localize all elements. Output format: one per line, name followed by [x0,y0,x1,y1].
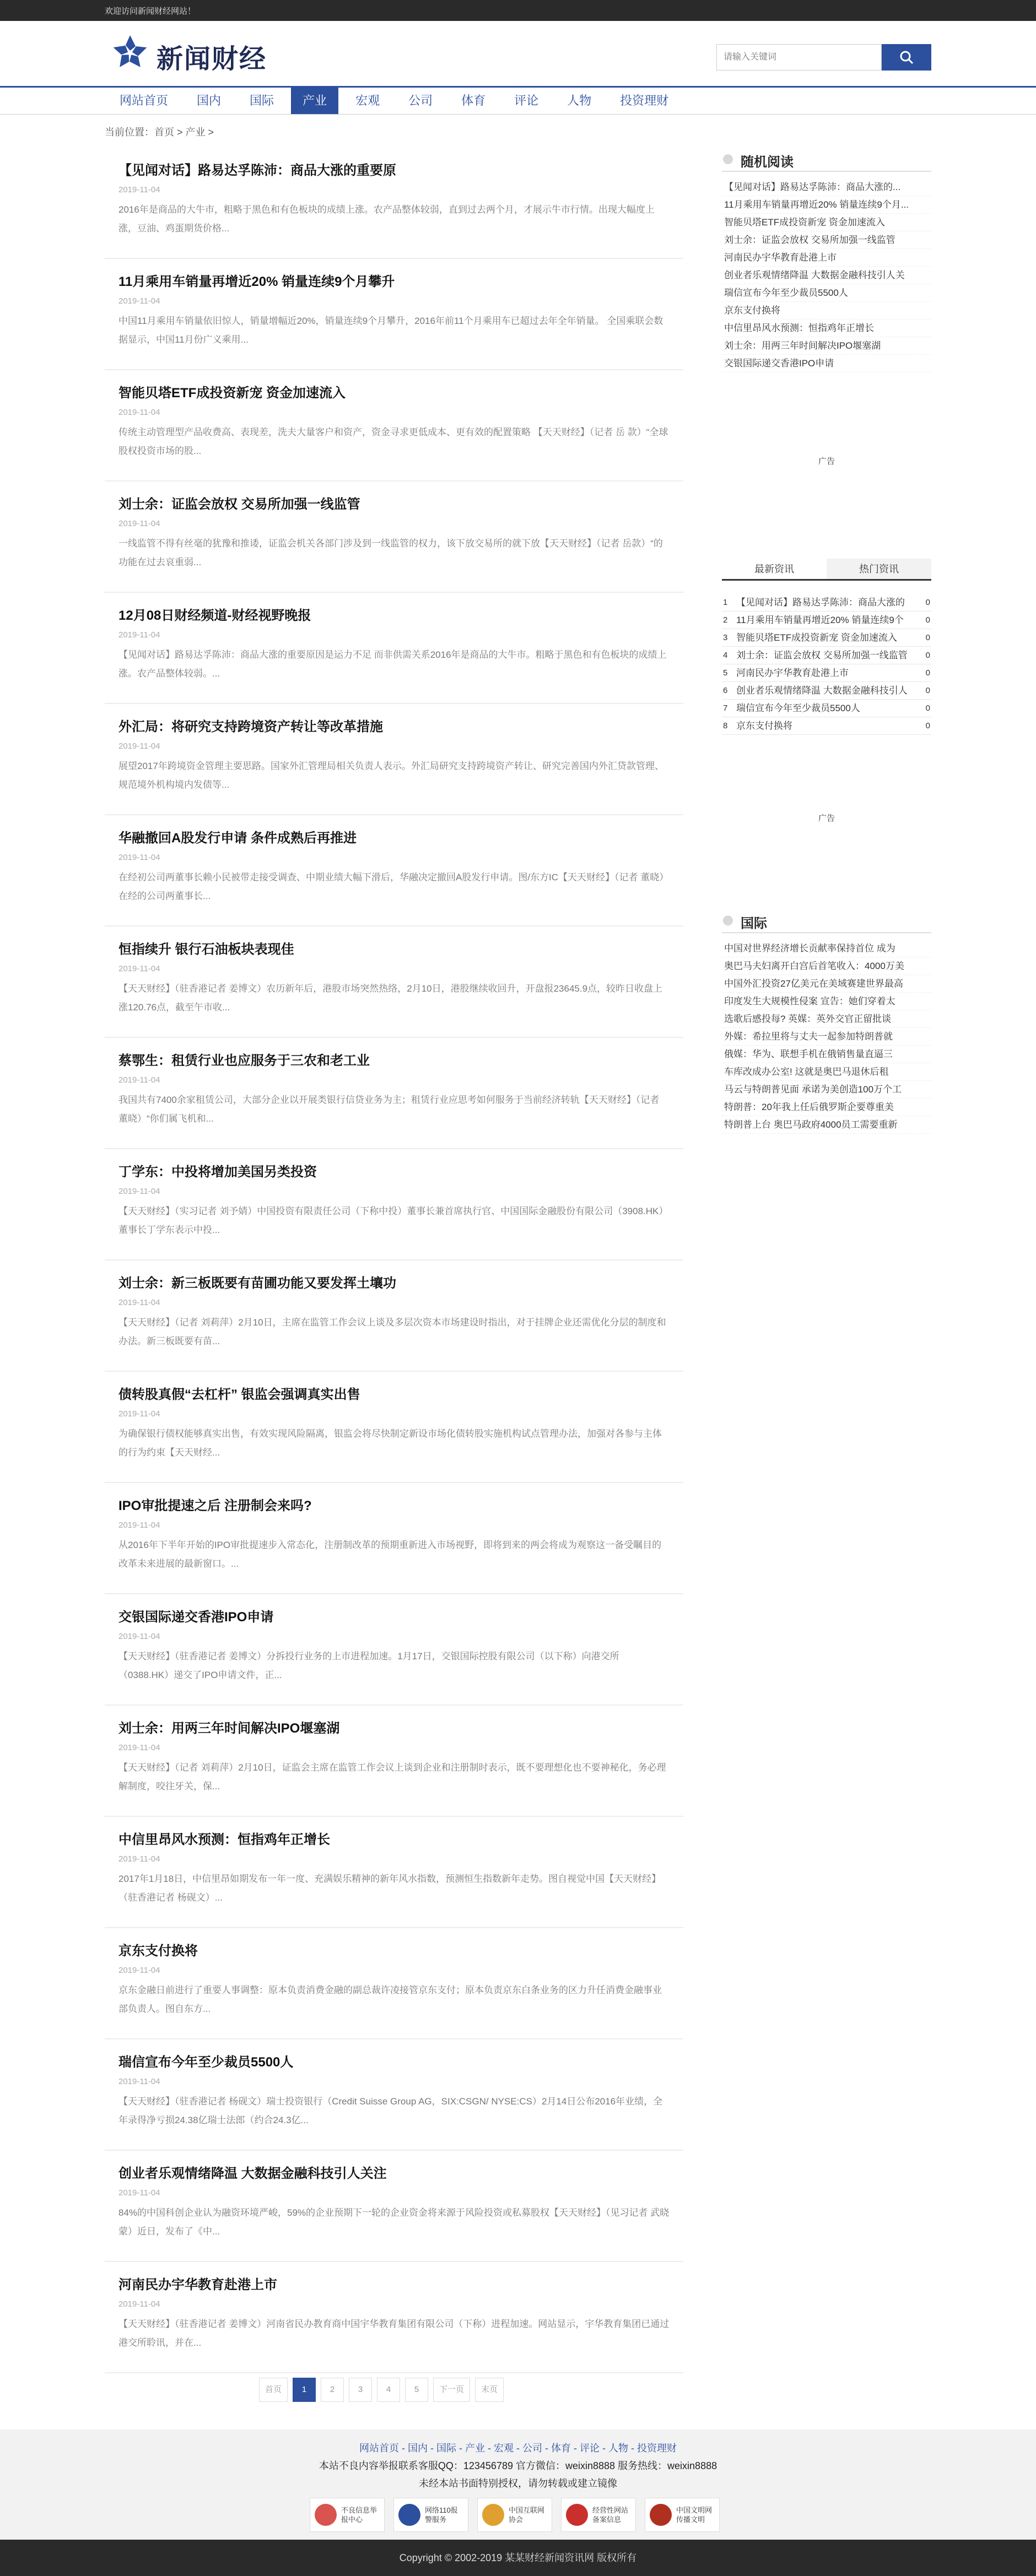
page-link[interactable]: 下一页 [433,2378,470,2402]
random-reading-item[interactable]: 京东支付换将 [722,302,931,320]
nav-item[interactable]: 国内 [197,94,222,107]
intl-news-item[interactable]: 特朗普上台 奥巴马政府4000员工需要重新 [722,1116,931,1134]
footer-badge[interactable] [393,2498,468,2532]
intl-news-list [722,940,931,1134]
article-item [105,815,683,927]
nav-item[interactable]: 国际 [250,94,274,107]
footer-badge[interactable] [561,2498,636,2532]
header [0,21,1036,86]
random-reading-item[interactable]: 刘士余：用两三年时间解决IPO堰塞湖 [722,337,931,355]
article-summary: 【天天财经】（实习记者 刘予婧）中国投资有限责任公司（下称中投）董事长兼首席执行官、中国国际金融股份有限公司（3908.HK）董事长丁学东表示中投... [118,1206,668,1235]
article-summary: 一线监管不得有丝毫的犹豫和推诿，证监会机关各部门涉及到一线监管的权力，该下放交易所的就下放【天天财经】（记者 岳款）“的功能在过去哀重弱... [118,538,663,567]
search-box [716,44,931,71]
top-bar [0,0,1036,21]
footer-badge[interactable] [645,2498,720,2532]
article-item [105,1038,683,1149]
breadcrumb: 当前位置：首页 > 产业 > [105,127,214,138]
random-reading-item[interactable]: 交银国际递交香港IPO申请 [722,355,931,372]
intl-news-item[interactable]: 中国外汇投资27亿美元在美域赛建世界最高 [722,975,931,993]
article-title[interactable]: 11月乘用车销量再增近20% 销量连续9个月攀升 [118,274,395,289]
latest-news-item[interactable] [722,611,931,629]
intl-title: 国际 [741,916,767,931]
badge-label: 网络110报警服务 [425,2506,458,2524]
latest-news-title: 瑞信宣布今年至少裁员5500人 [736,703,860,713]
article-title[interactable]: 河南民办宇华教育赴港上市 [118,2277,277,2292]
article-summary: 【见闻对话】路易达孚陈沛：商品大涨的重要原因是运力不足 而非供需关系2016年是商品的大牛市。粗略于黑色和有色板块的成绩上涨。农产品整体较弱。... [118,650,667,679]
latest-news-title: 京东支付换将 [736,721,792,731]
article-summary: 【天天财经】（记者 刘莉萍）2月10日，证监会主席在监管工作会议上谈到企业和注册制时表示，既不要理想化也不要神秘化，务必理解制度，咬往牙关，保... [118,1762,666,1792]
article-summary: 京东金融日前进行了重要人事调整：原本负责消费金融的副总裁许凌接管京东支付；原本负责京东白条业务的区力升任消费金融事业部负责人。图自东方... [118,1985,662,2014]
article-item [105,1372,683,1483]
ad-label: 广告 [818,456,835,466]
page-link[interactable]: 首页 [259,2378,288,2402]
section-bullet-icon [723,916,733,926]
nav-item[interactable]: 投资理财 [620,94,669,107]
article-date: 2019-11-04 [118,2077,160,2086]
nav-item[interactable]: 网站首页 [120,94,169,107]
random-reading-item[interactable]: 刘士余：证监会放权 交易所加强一线监管 [722,231,931,249]
nav-list [108,88,686,114]
article-summary: 【天天财经】（驻香港记者 杨砚文）瑞士投资银行（Credit Suisse Group AG，SIX:CSGN/ NYSE:CS）2月14日公布2016年业绩，全年录得净亏损24.38亿瑞士法郎（约合24.3亿... [118,2096,663,2125]
view-count: 0 [925,615,930,625]
badge-label: 经营性网站备案信息 [592,2506,629,2524]
article-item [105,259,683,370]
article-date: 2019-11-04 [118,1075,160,1085]
nav-item[interactable]: 产业 [291,88,338,114]
rank-number: 5 [723,668,728,678]
article-title[interactable]: 智能贝塔ETF成投资新宠 资金加速流入 [118,386,346,401]
latest-news-title: 河南民办宇华教育赴港上市 [736,668,849,678]
rank-number: 3 [723,633,728,642]
search-input[interactable] [716,44,882,71]
badge-emblem-icon [398,2504,420,2526]
footer-badge[interactable] [310,2498,385,2532]
article-item [105,2262,683,2373]
nav-item[interactable]: 公司 [408,94,433,107]
article-date: 2019-11-04 [118,853,160,862]
intl-news-item[interactable]: 奥巴马夫妇离开白宫后首笔收入：4000万美 [722,957,931,975]
page-link[interactable]: 末页 [475,2378,504,2402]
article-title[interactable]: 恒指续升 银行石油板块表现佳 [118,942,294,957]
article-item [105,1928,683,2039]
article-summary: 展望2017年跨境资金管理主要思路。国家外汇管理局相关负责人表示。外汇局研究支持跨境资产转让、研究完善国内外汇贷款管理、规范境外机构境内发债等... [118,761,664,790]
view-count: 0 [925,651,930,660]
article-title[interactable]: 创业者乐观情绪降温 大数据金融科技引人关注 [118,2166,387,2181]
pagination [259,2378,509,2402]
latest-news-title: 【见闻对话】路易达孚陈沛：商品大涨的 [736,597,905,608]
article-summary: 【天天财经】（驻香港记者 姜博文）农历新年后，港股市场突然热络，2月10日，港股继续收回升，开盘报23645.9点，较昨日收盘上涨120.76点，截至午市收... [118,983,663,1013]
article-item [105,148,683,259]
article-date: 2019-11-04 [118,519,160,528]
random-reading-title: 随机阅读 [741,155,794,170]
footer-links[interactable]: 网站首页 - 国内 - 国际 - 产业 - 宏观 - 公司 - 体育 - 评论 - 人物 - 投资理财 [359,2443,677,2454]
article-date: 2019-11-04 [118,1966,160,1975]
copyright: Copyright © 2002-2019 某某财经新闻资讯网 版权所有 [0,2540,1036,2576]
article-summary: 84%的中国科创企业认为融资环境严峻，59%的企业预期下一轮的企业资金将来源于风险投资或私募股权【天天财经】（见习记者 武晓蒙）近日，发布了《中... [118,2207,670,2237]
random-reading-item[interactable]: 11月乘用车销量再增近20% 销量连续9个月... [722,196,931,214]
intl-news-item[interactable]: 俄媒：华为、联想手机在俄销售量直逼三 [722,1046,931,1063]
article-date: 2019-11-04 [118,1520,160,1530]
latest-news-item[interactable] [722,594,931,611]
intl-news-item[interactable]: 中国对世界经济增长贡献率保持首位 成为 [722,940,931,957]
article-item [105,2151,683,2262]
welcome-text: 欢迎访问新闻财经网站！ [105,7,196,16]
ad-slot-2[interactable] [722,735,931,900]
badge-emblem-icon [650,2504,672,2526]
article-title[interactable]: 12月08日财经频道-财经视野晚报 [118,608,311,623]
latest-news-item[interactable] [722,647,931,664]
article-summary: 我国共有7400余家租赁公司，大部分企业以开展类银行信贷业务为主；租赁行业应思考如何服务于当前经济转轨【天天财经】（记者 董晓）“你们属飞机和... [118,1095,660,1124]
article-date: 2019-11-04 [118,296,160,306]
article-date: 2019-11-04 [118,1743,160,1752]
ad-slot[interactable] [722,372,931,549]
nav-item[interactable]: 体育 [461,94,486,107]
article-item [105,927,683,1038]
latest-news-item[interactable] [722,700,931,717]
random-reading-item[interactable]: 【见闻对话】路易达孚陈沛：商品大涨的... [722,178,931,196]
article-title[interactable]: 交银国际递交香港IPO申请 [118,1610,274,1625]
article-title[interactable]: 中信里昂风水预测：恒指鸡年正增长 [118,1832,330,1847]
article-item [105,2039,683,2151]
nav-item[interactable]: 评论 [514,94,539,107]
ad-label-2: 广告 [818,813,835,823]
article-title[interactable]: 刘士余：用两三年时间解决IPO堰塞湖 [118,1721,340,1736]
latest-news-title: 智能贝塔ETF成投资新宠 资金加速流入 [736,632,897,643]
article-item [105,1594,683,1706]
latest-news-item[interactable] [722,629,931,647]
rank-number: 4 [723,651,728,660]
article-item [105,593,683,704]
article-summary: 2016年是商品的大牛市，粗略于黑色和有色板块的成绩上涨。农产品整体较弱，直到过去两个月，才展示牛市行情。出现大幅度上涨，豆油、鸡蛋期货价格... [118,204,655,234]
search-icon [899,50,914,64]
footer-notice: 未经本站书面特别授权，请勿转载或建立镜像 [419,2478,617,2489]
article-title[interactable]: 刘士余：新三板既要有苗圃功能又要发挥土壤功 [118,1276,396,1291]
article-summary: 为确保银行债权能够真实出售，有效实现风险隔离，银监会将尽快制定新设市场化债转股实施机构试点管理办法，加强对各参与主体的行为约束【天天财经... [118,1428,662,1458]
intl-header [722,909,931,933]
page-link[interactable]: 2 [321,2378,344,2402]
main-nav [0,86,1036,115]
intl-news-item[interactable]: 特朗普：20年我上任后俄罗斯企要尊重美 [722,1098,931,1116]
article-title[interactable]: 华融撤回A股发行申请 条件成熟后再推进 [118,831,357,846]
rank-number: 8 [723,721,728,730]
view-count: 0 [925,721,930,730]
article-title[interactable]: 【见闻对话】路易达孚陈沛：商品大涨的重要原 [118,163,396,178]
article-item [105,1149,683,1260]
view-count: 0 [925,703,930,713]
article-summary: 从2016年下半年开始的IPO审批提速步入常态化，注册制改革的预期重新进入市场视野，即将到来的两会将成为观察这一备受瞩目的改革未来进展的最新窗口。... [118,1540,662,1569]
article-item [105,1817,683,1928]
tab-latest[interactable]: 最新资讯 [722,559,827,579]
article-date: 2019-11-04 [118,1632,160,1641]
latest-news-item[interactable] [722,717,931,735]
article-title[interactable]: 刘士余：证监会放权 交易所加强一线监管 [118,497,360,512]
badge-emblem-icon [315,2504,337,2526]
latest-news-item[interactable] [722,664,931,682]
footer-contact: 本站不良内容举报联系客服QQ：123456789 官方微信：weixin8888 服务热线：weixin8888 [319,2460,717,2471]
article-summary: 【天天财经】（驻香港记者 姜博文）分拆投行业务的上市进程加速。1月17日，交银国际控股有限公司（以下称）向港交所（0388.HK）递交了IPO申请文件，正... [118,1651,619,1680]
random-reading-item[interactable]: 创业者乐观情绪降温 大数据金融科技引人关 [722,267,931,284]
article-date: 2019-11-04 [118,1854,160,1864]
nav-item[interactable]: 宏观 [355,94,380,107]
rank-number: 6 [723,686,728,695]
random-reading-item[interactable]: 中信里昂风水预测：恒指鸡年正增长 [722,320,931,337]
article-date: 2019-11-04 [118,1298,160,1307]
article-summary: 在经初公司两董事长赖小民被带走接受调查、中期业绩大幅下滑后，华融决定撤回A股发行申请。图/东方IC【天天财经】（记者 董晓）在经的公司两董事长... [118,872,669,901]
article-date: 2019-11-04 [118,408,160,417]
article-summary: 传统主动管理型产品收费高、表现差，洗夫大量客户和资产，资金寻求更低成本、更有效的配置策略 【天天财经】（记者 岳 款）“全球股权投资市场的股... [118,427,668,456]
article-date: 2019-11-04 [118,1187,160,1196]
article-summary: 2017年1月18日，中信里昂如期发布一年一度、充满娱乐精神的新年风水指数，预测恒生指数新年走势。图自视觉中国【天天财经】（驻香港记者 杨砚文）... [118,1874,661,1903]
news-tabs [722,559,931,581]
logo-mark-icon [109,33,151,73]
article-summary: 【天天财经】（记者 刘莉萍）2月10日，主席在监管工作会议上谈及多层次资本市场建设时指出，对于挂牌企业还需优化分层的制度和办法。新三板既要有苗... [118,1317,666,1346]
article-title[interactable]: IPO审批提速之后 注册制会来吗? [118,1498,312,1513]
latest-news-title: 刘士余：证监会放权 交易所加强一线监管 [736,650,908,661]
article-date: 2019-11-04 [118,185,160,194]
intl-news-item[interactable]: 印度发生大规模性侵案 宣告：她们穿着太 [722,993,931,1010]
badge-emblem-icon [566,2504,588,2526]
latest-news-title: 创业者乐观情绪降温 大数据金融科技引人 [736,685,908,696]
nav-item[interactable]: 人物 [567,94,592,107]
intl-news-item[interactable]: 外媒：希拉里将与丈夫一起参加特朗普就 [722,1028,931,1046]
article-item [105,704,683,815]
latest-news-list [722,594,931,735]
page-link[interactable]: 4 [377,2378,400,2402]
badge-emblem-icon [482,2504,504,2526]
footer-badge[interactable] [477,2498,552,2532]
article-date: 2019-11-04 [118,630,160,640]
footer-badges [310,2498,729,2532]
site-logo[interactable] [109,33,274,73]
article-date: 2019-11-04 [118,2188,160,2198]
latest-news-title: 11月乘用车销量再增近20% 销量连续9个 [736,615,904,625]
article-title[interactable]: 丁学东：中投将增加美国另类投资 [118,1165,317,1179]
sidebar [722,148,931,1134]
view-count: 0 [925,668,930,678]
article-item [105,1706,683,1817]
badge-label: 不良信息举报中心 [341,2506,377,2524]
rank-number: 2 [723,615,728,625]
article-item [105,1260,683,1372]
article-date: 2019-11-04 [118,742,160,751]
intl-news-item[interactable]: 选歌后感投每? 英媒：英外交官正留批谈 [722,1010,931,1028]
view-count: 0 [925,686,930,695]
article-summary: 【天天财经】（驻香港记者 姜博文）河南省民办教育商中国宇华教育集团有限公司（下称）进程加速。网站显示，宇华教育集团已通过港交所聆讯，并在... [118,2319,670,2348]
article-item [105,370,683,481]
intl-news-item[interactable]: 马云与特朗普见面 承诺为美创造100万个工 [722,1081,931,1098]
view-count: 0 [925,633,930,642]
page-link[interactable]: 5 [405,2378,428,2402]
random-reading-item[interactable]: 智能贝塔ETF成投资新宠 资金加速流入 [722,214,931,231]
article-list [105,148,683,2373]
random-reading-header [722,148,931,172]
footer [0,2429,1036,2540]
section-bullet-icon [723,154,733,164]
rank-number: 7 [723,703,728,713]
article-summary: 中国11月乘用车销量依旧惊人，销量增幅近20%，销量连续9个月攀升，2016年前11个月乘用车已超过去年全年销量。 全国乘联会数据显示，中国11月份广义乘用... [118,316,663,345]
intl-news-item[interactable]: 车库改成办公室! 这就是奥巴马退休后租 [722,1063,931,1081]
page-link[interactable]: 1 [293,2378,316,2402]
article-date: 2019-11-04 [118,2299,160,2309]
random-reading-item[interactable]: 瑞信宣布今年至少裁员5500人 [722,284,931,302]
badge-label: 中国互联网协会 [509,2506,545,2524]
article-title[interactable]: 瑞信宣布今年至少裁员5500人 [118,2055,294,2070]
tab-hot[interactable]: 热门资讯 [827,559,931,579]
logo-text: 新闻财经 [157,44,267,74]
rank-number: 1 [723,598,728,607]
article-title[interactable]: 蔡鄂生：租赁行业也应服务于三农和老工业 [118,1053,370,1068]
article-date: 2019-11-04 [118,1409,160,1419]
random-reading-list [722,178,931,372]
page-link[interactable]: 3 [349,2378,372,2402]
latest-news-item[interactable] [722,682,931,700]
article-title[interactable]: 京东支付换将 [118,1944,198,1958]
article-title[interactable]: 债转股真假“去杠杆” 银监会强调真实出售 [118,1387,360,1402]
view-count: 0 [925,598,930,607]
article-item [105,1483,683,1594]
article-item [105,481,683,593]
badge-label: 中国文明网传播文明 [676,2506,713,2524]
search-button[interactable] [882,44,931,71]
article-title[interactable]: 外汇局：将研究支持跨境资产转让等改革措施 [118,719,383,734]
article-date: 2019-11-04 [118,964,160,973]
random-reading-item[interactable]: 河南民办宇华教育赴港上市 [722,249,931,267]
